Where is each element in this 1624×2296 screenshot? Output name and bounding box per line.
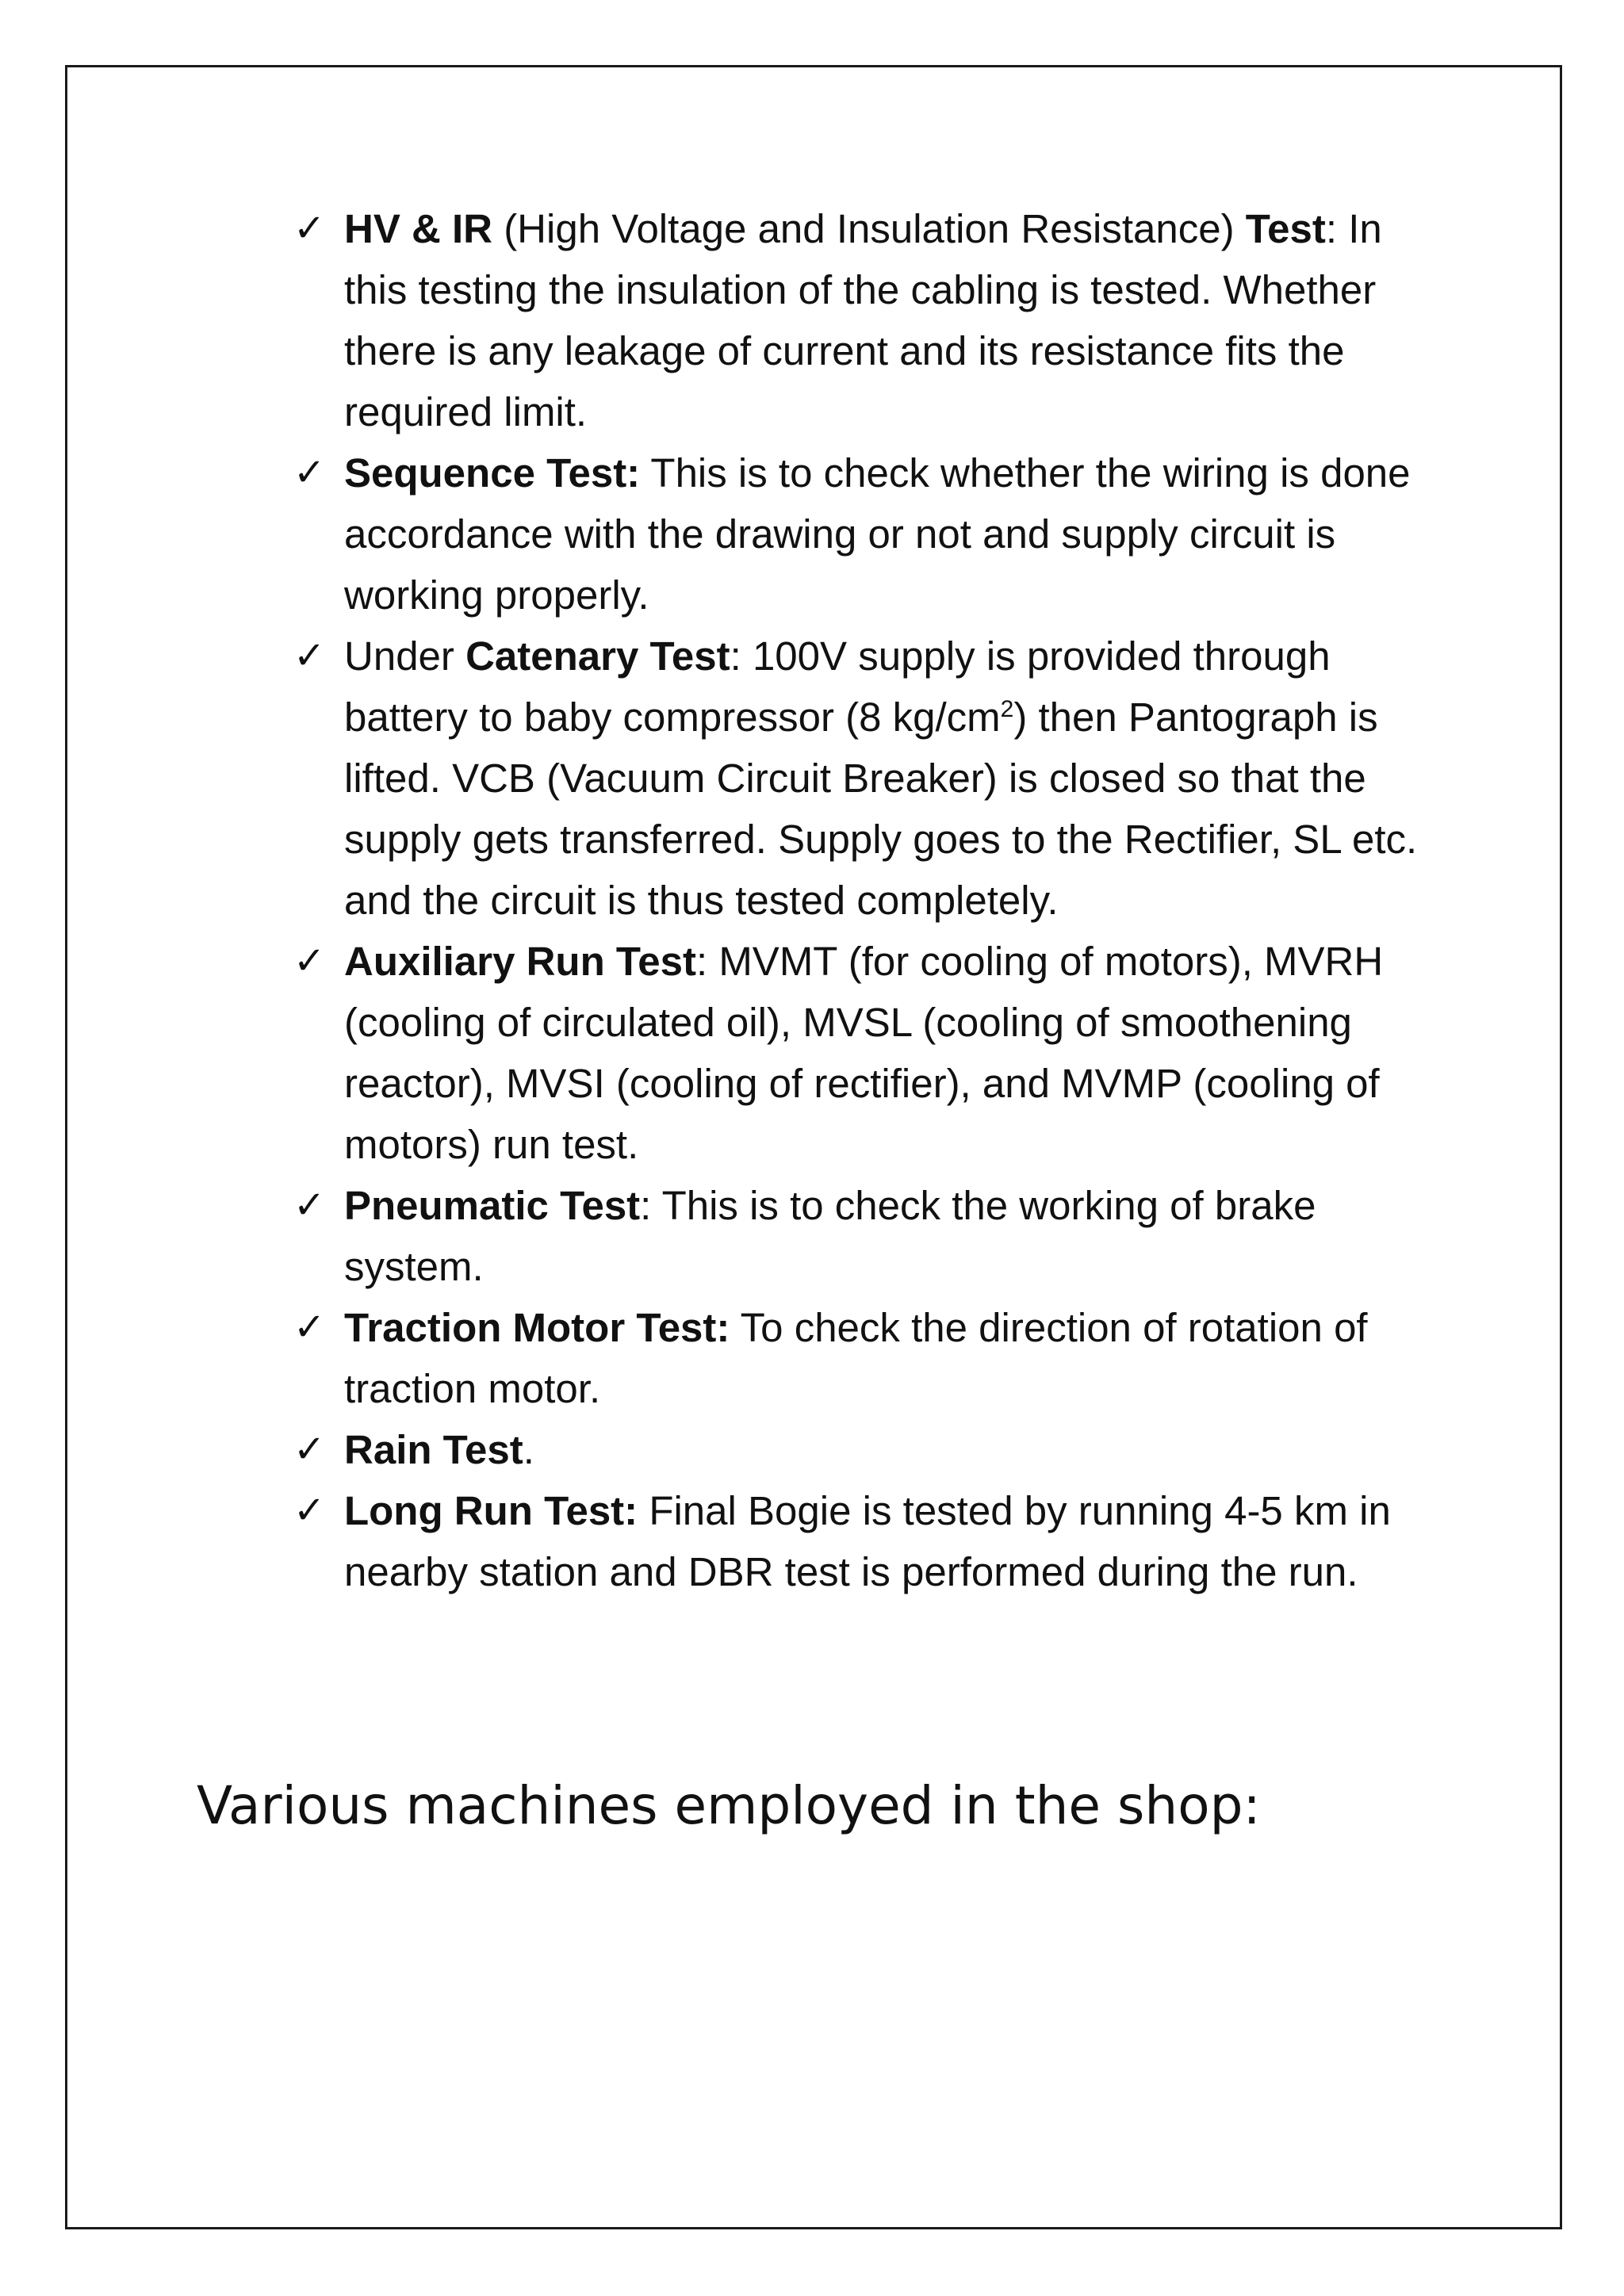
checkmark-icon: ✓	[293, 206, 326, 251]
checkmark-icon: ✓	[293, 939, 326, 983]
checkmark-icon: ✓	[293, 1183, 326, 1227]
section-heading: Various machines employed in the shop:	[197, 1775, 1261, 1836]
item-body-continued: ) then Pantograph is lifted. VCB (Vacuum Circuit Breaker) is closed so that the supply gets transferred. Supply goes to the Rectifier, SL etc. and the circuit is thus tested completely.	[344, 695, 1418, 923]
list-item-catenary-test	[293, 626, 1419, 931]
list-item-sequence-test	[293, 442, 1419, 626]
list-item-auxiliary-run-test	[293, 931, 1419, 1175]
item-body: .	[523, 1427, 534, 1472]
item-title: Pneumatic Test	[344, 1183, 641, 1228]
item-title-continued: Test	[1245, 206, 1326, 251]
item-title: Catenary Test	[465, 633, 730, 679]
checkmark-icon: ✓	[293, 1427, 326, 1471]
list-item-text	[344, 939, 1383, 1167]
item-prefix: Under	[344, 633, 466, 679]
list-item-pneumatic-test	[293, 1175, 1419, 1297]
item-body: To check the direction of rotation of traction motor.	[344, 1305, 1368, 1411]
item-title: Rain Test	[344, 1427, 523, 1472]
list-item-text	[344, 1183, 1316, 1289]
list-item-text	[344, 206, 1382, 434]
item-title: Traction Motor Test:	[344, 1305, 730, 1350]
item-title: Long Run Test:	[344, 1488, 638, 1533]
item-body: : 100V supply is provided through battery to baby compressor (8 kg/cm	[344, 633, 1331, 740]
list-item-rain-test	[293, 1419, 1419, 1480]
item-body: : This is to check the working of brake system.	[344, 1183, 1316, 1289]
item-body: This is to check whether the wiring is done accordance with the drawing or not and supply circuit is working properly.	[344, 450, 1411, 618]
list-item-text	[344, 450, 1411, 618]
list-item-text	[344, 633, 1417, 923]
item-body: : MVMT (for cooling of motors), MVRH (cooling of circulated oil), MVSL (cooling of smoothening reactor), MVSI (cooling of rectifier), and MVMP (cooling of motors) run test.	[344, 939, 1384, 1167]
item-title: Sequence Test:	[344, 450, 641, 496]
item-body-continued: : In this testing the insulation of the cabling is tested. Whether there is any leakage of current and its resistance fits the required limit.	[344, 206, 1382, 434]
list-item-traction-motor-test	[293, 1297, 1419, 1419]
item-title: HV & IR	[344, 206, 493, 251]
list-item-long-run-test	[293, 1480, 1419, 1602]
checkmark-icon: ✓	[293, 450, 326, 495]
item-title: Auxiliary Run Test	[344, 939, 696, 984]
item-body: (High Voltage and Insulation Resistance)	[492, 206, 1246, 251]
test-checklist	[293, 198, 1419, 1602]
superscript: 2	[1000, 696, 1014, 722]
list-item-hv-ir-test	[293, 198, 1419, 442]
list-item-text	[344, 1488, 1391, 1594]
item-body: Final Bogie is tested by running 4-5 km in nearby station and DBR test is performed during the run.	[344, 1488, 1391, 1594]
list-item-text	[344, 1427, 534, 1472]
checkmark-icon: ✓	[293, 1488, 326, 1533]
list-item-text	[344, 1305, 1368, 1411]
checkmark-icon: ✓	[293, 1305, 326, 1349]
checkmark-icon: ✓	[293, 633, 326, 678]
